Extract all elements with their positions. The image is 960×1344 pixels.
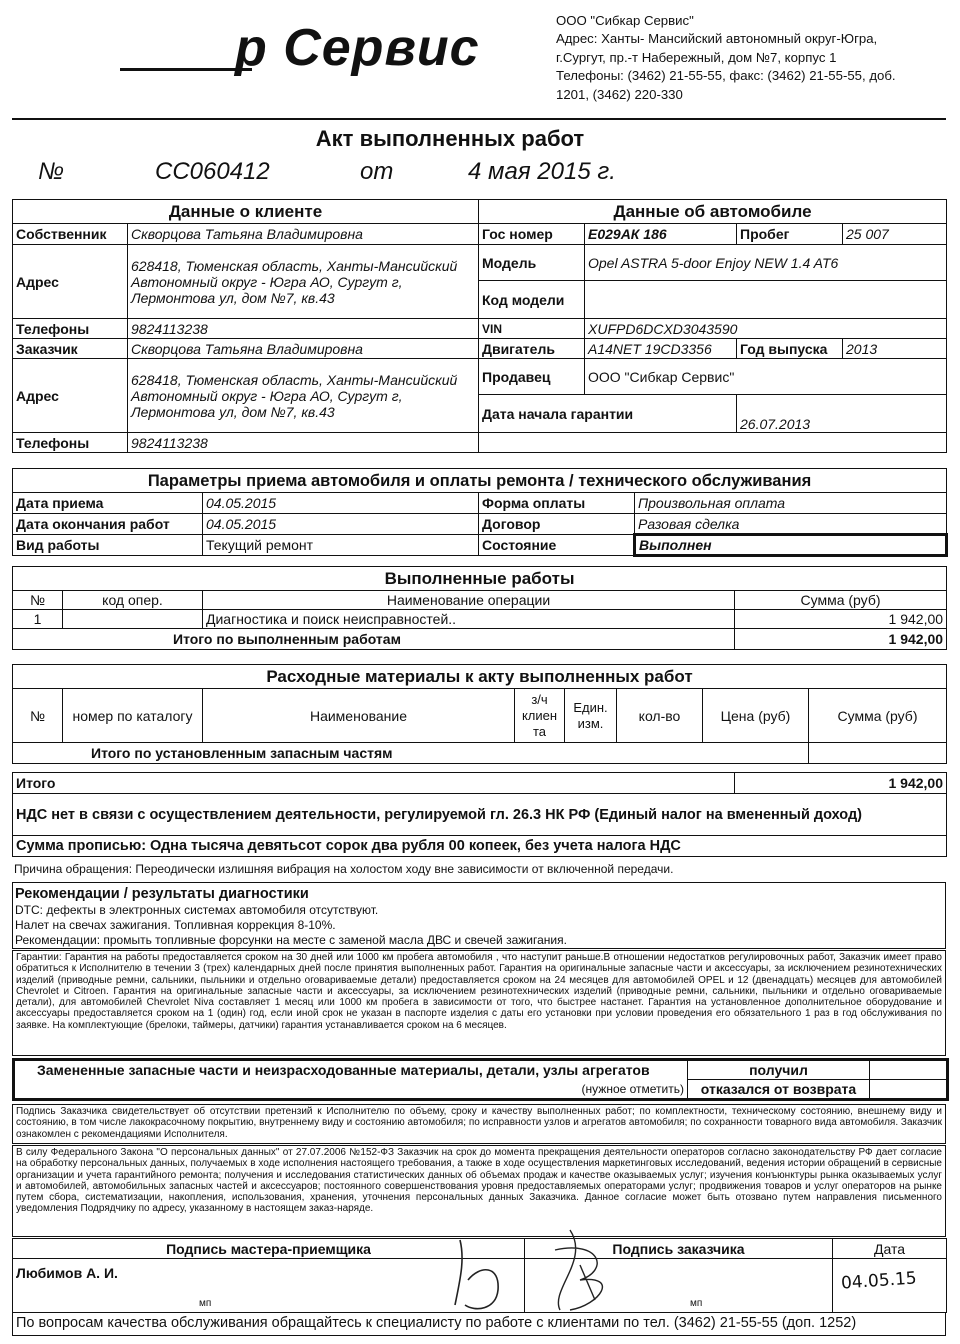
engine-label: Двигатель: [479, 339, 585, 359]
plate-value: Е029АК 186: [585, 224, 737, 245]
empty-cell: [479, 433, 947, 453]
stamp-mark-label: мп: [690, 1298, 703, 1309]
params-header: Параметры приема автомобиля и оплаты ремонта / технического обслуживания: [13, 469, 947, 493]
recommendation-line: DTC: дефекты в электронных системах автомобиля отсутствуют.: [15, 903, 379, 917]
personal-data-consent: В силу Федерального Закона "О персональных данных" от 27.07.2006 №152-ФЗ Заказчик на срок до момента прекращения деятельности операторов согласно законодательству РФ дает согласие на обработку персональных данных, получаемых в ходе исполнения настоящего требования, а также в ходе осуществления маркетинговых исследований, ведения истории обращений в сервисные организации и учета гарантийного ремонта; получения и исследования статистических данных об объемах продаж и качестве оказываемых услуг; изучения конъюнктуры рынка оказываемых услуг и автомобилей, автомобильных запасных частей и аксессуаров; постоянного совершенствования уровня предоставляемых операторами услуг; продвижения товаров и услуг операторов на рынке путем сбора, систематизации, накопления, использования, хранения, уточнения персональных данных Заказчика. Данное согласие может быть отозвано путем направления письменного уведомления Подрядчику по адресу, указанному в настоящем заказ-наряде.: [12, 1145, 946, 1237]
materials-total-label: Итого по установленным запасным частям: [13, 743, 809, 764]
owner-label: Собственник: [13, 224, 128, 245]
engine-value: A14NET 19CD3356: [585, 339, 737, 359]
parts-refused-mark[interactable]: [870, 1080, 948, 1100]
state-label: Состояние: [479, 535, 635, 556]
parts-label: Замененные запасные части и неизрасходованные материалы, детали, узлы агрегатов: [14, 1060, 688, 1080]
page-title: Акт выполненных работ: [315, 126, 585, 151]
year-value: 2013: [843, 339, 947, 359]
car-header: Данные об автомобиле: [479, 200, 947, 224]
recommendation-line: Рекомендации: промыть топливные форсунки на месте с заменой масла ДВС и свечей зажигания.: [15, 933, 567, 947]
signature-scribble-icon: [420, 1210, 660, 1320]
seller-value: ООО "Сибкар Сервис": [585, 359, 947, 395]
accept-label: Дата приема: [13, 493, 203, 514]
address-label: Адрес: [13, 245, 128, 319]
footer-contact: По вопросам качества обслуживания обращайтесь к специалисту по работе с клиентами по тел. (3462) 21-55-55 (доп. 1252): [12, 1312, 946, 1336]
phones-label: Телефоны: [13, 319, 128, 339]
works-col-name: Наименование операции: [203, 591, 735, 610]
payment-label: Форма оплаты: [479, 493, 635, 514]
phones-value: 9824113238: [128, 319, 479, 339]
parts-refused: отказался от возврата: [688, 1080, 870, 1100]
client-car-table: [12, 199, 947, 453]
materials-col-unit: Един. изм.: [565, 689, 617, 743]
worktype-label: Вид работы: [13, 535, 203, 556]
doc-from-label: от: [360, 158, 394, 185]
summary-table: [12, 772, 947, 857]
work-sum: 1 942,00: [735, 610, 947, 629]
reason-text: Причина обращения: Переодически излишняя вибрация на холостом ходу вне зависимости от включенной передачи.: [14, 862, 674, 876]
logo-underline: [120, 68, 252, 71]
parts-received-mark[interactable]: [870, 1060, 948, 1080]
works-header: Выполненные работы: [13, 567, 947, 591]
signature-note: Подпись Заказчика свидетельствует об отсутствии претензий к Исполнителю по объему, сроку и качеству выполненных работ; по комплектности, техническому состоянию, внешнему виду и состоянию, в том числе лакокрасочному покрытию, внутреннему виду и состоянию автомобиля; по исправности узлов и агрегатов автомобиля; по сохранности товарного вида автомобиля. Заказчик ознакомлен с рекомендациями Исполнителя.: [12, 1104, 946, 1144]
customer-value: Скворцова Татьяна Владимировна: [128, 339, 479, 359]
materials-col-client: з/ч клиен та: [515, 689, 565, 743]
recommendation-line: Налет на свечах зажигания. Топливная коррекция 8-10%.: [15, 918, 336, 932]
accept-value: 04.05.2015: [203, 493, 479, 514]
materials-col-catalog: номер по каталогу: [63, 689, 203, 743]
works-col-no: №: [13, 591, 63, 610]
company-address-line: Телефоны: (3462) 21-55-55, факс: (3462) 21-55-55, доб.: [556, 68, 896, 84]
header-divider: [12, 118, 946, 120]
params-table: [12, 468, 948, 557]
work-name: Диагностика и поиск неисправностей..: [203, 610, 735, 629]
company-address-line: г.Сургут, пр.-т Набережный, дом №7, корпус 1: [556, 49, 837, 65]
plate-label: Гос номер: [479, 224, 585, 245]
vin-label: VIN: [479, 319, 585, 339]
model-code-label: Код модели: [479, 281, 585, 319]
vat-text: НДС нет в связи с осуществлением деятельности, регулируемой гл. 26.3 НК РФ (Единый налог на вмененный доход): [13, 794, 947, 836]
doc-number: СС060412: [155, 158, 270, 185]
master-name: Любимов А. И.: [16, 1265, 118, 1281]
year-label: Год выпуска: [737, 339, 843, 359]
materials-col-name: Наименование: [203, 689, 515, 743]
model-value: Opel ASTRA 5-door Enjoy NEW 1.4 AT6: [585, 245, 947, 281]
doc-number-label: №: [38, 158, 64, 185]
works-col-code: код опер.: [63, 591, 203, 610]
materials-total: [809, 743, 947, 764]
payment-value: Произвольная оплата: [635, 493, 947, 514]
work-code: [63, 610, 203, 629]
company-name: ООО "Сибкар Сервис": [556, 13, 694, 28]
worktype-value: Текущий ремонт: [203, 535, 479, 556]
warranty-value: 26.07.2013: [737, 395, 947, 433]
model-code-value: [585, 281, 947, 319]
mileage-value: 25 007: [843, 224, 947, 245]
work-no: 1: [13, 610, 63, 629]
handwritten-date: 04.05.15: [840, 1268, 918, 1294]
master-signature-label: Подпись мастера-приемщика: [13, 1239, 525, 1259]
status-badge: Выполнен: [635, 535, 947, 556]
parts-table: [12, 1058, 949, 1101]
contract-label: Договор: [479, 514, 635, 535]
works-col-sum: Сумма (руб): [735, 591, 947, 610]
stamp-mark-label: мп: [199, 1298, 212, 1309]
works-total-label: Итого по выполненным работам: [13, 629, 735, 650]
materials-col-price: Цена (руб): [703, 689, 809, 743]
parts-note: (нужное отметить): [14, 1080, 688, 1100]
vin-value: XUFPD6DCXD3043590: [585, 319, 947, 339]
recommendations-box: [12, 882, 946, 949]
company-address-line: 1201, (3462) 220-330: [556, 86, 683, 102]
company-address-line: Адрес: Ханты- Мансийский автономный округ-Югра,: [556, 31, 878, 47]
address2-label: Адрес: [13, 359, 128, 433]
company-info: [556, 12, 956, 104]
phones2-label: Телефоны: [13, 433, 128, 453]
materials-col-sum: Сумма (руб): [809, 689, 947, 743]
seller-label: Продавец: [479, 359, 585, 395]
materials-col-no: №: [13, 689, 63, 743]
table-row: [13, 610, 947, 629]
address-value: 628418, Тюменская область, Ханты-Мансийский Автономный округ - Югра АО, Сургут г, Лермонтова ул, дом №7, кв.43: [128, 245, 479, 319]
summary-total: 1 942,00: [735, 773, 947, 794]
parts-received: получил: [688, 1060, 870, 1080]
warranty-terms: Гарантии: Гарантия на работы предоставляется сроком на 30 дней или 1000 км пробега автомобиля , что наступит раньше.В отношении недостатков регулировочных работ, Заказчик имеет право обратиться к Исполнителю в течении 3 (трех) календарных дней после принятия выполненных работ. Гарантия на оригинальные запасные части и аксессуары, за исключением резинотехнических изделий (приводные ремни, сальники, пыльники и отдельно оговариваемые детали) предоставляется сроком на 24 месяцев для автомобилей OPEL и 12 (двенадцать) месяцев для автомобилей Chevrolet и Citroen. Гарантия на оригинальные запасные части и аксессуары, за исключением резинотехнических изделий (приводные ремни, сальники, пыльники и отдельно оговариваемые детали), для автомобилей Chevrolet Niva составляет 1 месяц или 1000 км пробега в зависимости от того, что быстрее настанет. Гарантия на установленное дополнительное оборудование и аксессуары предоставляется сроком на 1 (один) год, если иной срок не указан в паспорте изделия с даты его установки при условии проведения его обязательного 1 раз в год обслуживания по заявке. На комплектующие (брелоки, таймеры, датчики) гарантия устанавливается сроком на 6 месяцев.: [12, 950, 946, 1056]
company-logo: р Сервис: [235, 19, 480, 77]
date-label: Дата: [833, 1239, 947, 1259]
works-table: [12, 566, 947, 650]
mileage-label: Пробег: [737, 224, 843, 245]
address2-value: 628418, Тюменская область, Ханты-Мансийский Автономный округ - Югра АО, Сургут г, Лермонтова ул, дом №7, кв.43: [128, 359, 479, 433]
materials-col-qty: кол-во: [617, 689, 703, 743]
contract-value: Разовая сделка: [635, 514, 947, 535]
customer-signature-label: Подпись заказчика: [525, 1239, 833, 1259]
materials-table: [12, 664, 947, 764]
recommendations-header: Рекомендации / результаты диагностики: [15, 886, 309, 902]
doc-date: 4 мая 2015 г.: [468, 158, 616, 185]
materials-header: Расходные материалы к акту выполненных работ: [13, 665, 947, 689]
end-label: Дата окончания работ: [13, 514, 203, 535]
date-cell: [833, 1259, 947, 1313]
end-value: 04.05.2015: [203, 514, 479, 535]
customer-label: Заказчик: [13, 339, 128, 359]
phones2-value: 9824113238: [128, 433, 479, 453]
summary-total-label: Итого: [13, 773, 735, 794]
model-label: Модель: [479, 245, 585, 281]
works-total: 1 942,00: [735, 629, 947, 650]
client-header: Данные о клиенте: [13, 200, 479, 224]
owner-value: Скворцова Татьяна Владимировна: [128, 224, 479, 245]
warranty-label: Дата начала гарантии: [479, 395, 737, 433]
amount-in-words: Сумма прописью: Одна тысяча девятьсот сорок два рубля 00 копеек, без учета налога НДС: [13, 836, 947, 857]
